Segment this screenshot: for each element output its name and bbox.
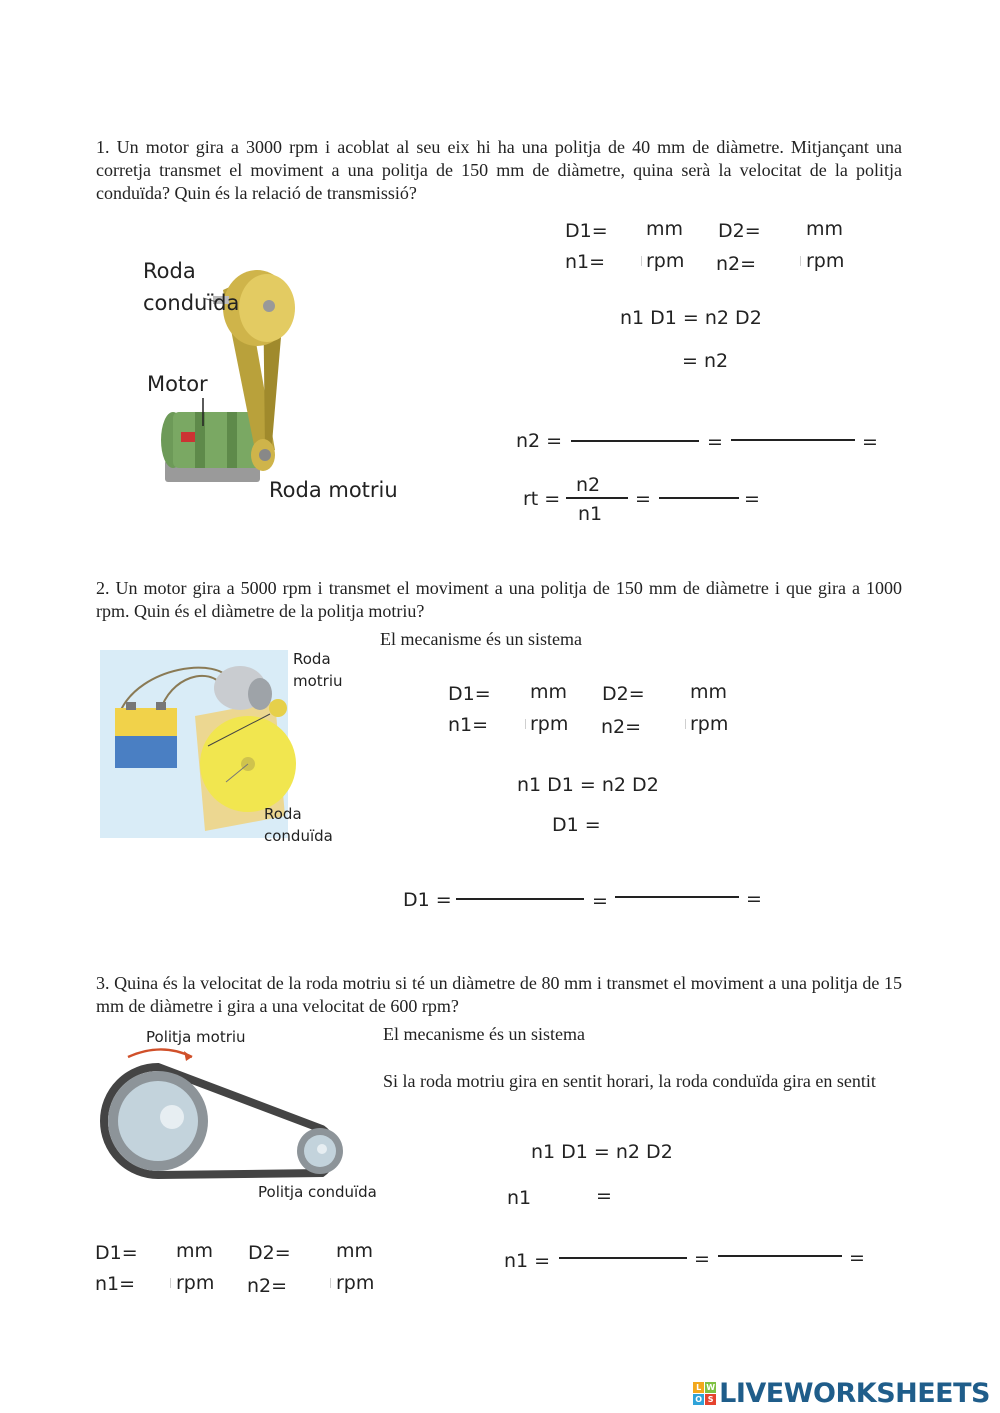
- q1-n1-unit: rpm: [646, 250, 685, 272]
- logo-badge-letter-3: O: [693, 1394, 704, 1405]
- q1-calc-eq-2: =: [862, 431, 878, 453]
- label-motor: Motor: [147, 372, 208, 396]
- q2-formula: n1 D1 = n2 D2: [517, 774, 659, 796]
- q1-n1-label: n1=: [565, 251, 606, 273]
- q3-n2-label: n2=: [247, 1275, 288, 1297]
- q1-n2-label: n2=: [716, 253, 757, 275]
- q3-isolated-eq: =: [596, 1185, 612, 1207]
- label-driver-wheel: Roda motriu: [269, 478, 398, 502]
- logo-text: LIVEWORKSHEETS: [719, 1378, 990, 1409]
- q3-isolated-left: n1: [507, 1187, 532, 1209]
- q3-d1-label: D1=: [95, 1242, 138, 1264]
- q1-n1-input[interactable]: [641, 256, 642, 266]
- q1-n2-calc-label: n2 =: [516, 430, 563, 452]
- question-2-text: 2. Un motor gira a 5000 rpm i transmet el moviment a una politja de 150 mm de diàmetre i que gira a 1000 rpm. Quin és el diàmetre de la politja motriu?: [96, 578, 902, 621]
- q1-formula: n1 D1 = n2 D2: [620, 307, 762, 329]
- label-driver-pulley: Politja motriu: [146, 1028, 246, 1046]
- q2-calc-eq-1: =: [592, 890, 608, 912]
- battery-motor-illustration: [100, 646, 350, 846]
- belt-motor-illustration: [95, 250, 415, 510]
- q1-rt-label: rt =: [523, 488, 561, 510]
- q2-calc-blank-2[interactable]: [615, 896, 739, 898]
- q1-rt-denominator: n1: [578, 503, 603, 525]
- q1-n2-unit: rpm: [806, 250, 845, 272]
- q2-d1-label: D1=: [448, 683, 491, 705]
- question-3-text: 3. Quina és la velocitat de la roda motriu si té un diàmetre de 80 mm i transmet el moviment a una politja de 15 mm de diàmetre i gira a una velocitat de 600 rpm?: [96, 973, 902, 1016]
- pulley-belt-illustration: [100, 1025, 385, 1205]
- q3-direction-sentence: Si la roda motriu gira en sentit horari, la roda conduïda gira en sentit: [383, 1071, 876, 1091]
- q2-n1-unit: rpm: [530, 713, 569, 735]
- q2-n2-label: n2=: [601, 716, 642, 738]
- q2-system-sentence: El mecanisme és un sistema: [380, 629, 582, 649]
- q1-n2-input[interactable]: [800, 256, 801, 266]
- q2-calc-blank-1[interactable]: [456, 898, 584, 900]
- q1-d2-label: D2=: [718, 220, 761, 242]
- label-driven-pulley: Politja conduïda: [258, 1183, 377, 1201]
- q1-d2-unit: mm: [806, 218, 844, 240]
- q2-d1-calc-label: D1 =: [403, 889, 452, 911]
- q1-rt-blank[interactable]: [659, 497, 739, 499]
- q3-n1-input[interactable]: [170, 1278, 171, 1288]
- q3-n2-input[interactable]: [330, 1278, 331, 1288]
- q1-isolated: = n2: [682, 350, 729, 372]
- pulley-belt-drawing: [100, 1025, 385, 1205]
- q3-system-sentence: El mecanisme és un sistema: [383, 1024, 585, 1044]
- q1-calc-blank-1[interactable]: [571, 440, 699, 442]
- q2-d2-label: D2=: [602, 683, 645, 705]
- q3-d2-label: D2=: [248, 1242, 291, 1264]
- q3-n1-unit: rpm: [176, 1272, 215, 1294]
- q1-calc-eq-1: =: [707, 431, 723, 453]
- q2-calc-eq-2: =: [746, 888, 762, 910]
- q3-d1-unit: mm: [176, 1240, 214, 1262]
- q3-n1-calc-label: n1 =: [504, 1250, 551, 1272]
- label-driven-wheel-2: Roda conduïda: [264, 805, 333, 845]
- q1-d1-label: D1=: [565, 220, 608, 242]
- q2-n2-input[interactable]: [685, 719, 686, 729]
- q3-formula: n1 D1 = n2 D2: [531, 1141, 673, 1163]
- q3-n1-label: n1=: [95, 1273, 136, 1295]
- label-driven-wheel: Roda conduïda: [143, 259, 240, 315]
- liveworksheets-logo[interactable]: [693, 1378, 990, 1409]
- q3-calc-blank-2[interactable]: [718, 1255, 842, 1257]
- q3-calc-blank-1[interactable]: [559, 1257, 687, 1259]
- label-driver-wheel-2: Roda motriu: [293, 650, 343, 690]
- q1-d1-unit: mm: [646, 218, 684, 240]
- logo-badge-icon: [693, 1382, 716, 1405]
- q3-d2-unit: mm: [336, 1240, 374, 1262]
- logo-badge-letter-2: W: [706, 1383, 716, 1392]
- q3-calc-eq-2: =: [849, 1247, 865, 1269]
- q3-calc-eq-1: =: [694, 1248, 710, 1270]
- q1-calc-blank-2[interactable]: [731, 439, 855, 441]
- q2-n1-label: n1=: [448, 714, 489, 736]
- logo-badge-letter-4: S: [705, 1394, 716, 1405]
- q2-isolated: D1 =: [552, 814, 601, 836]
- q2-n2-unit: rpm: [690, 713, 729, 735]
- q2-d2-unit: mm: [690, 681, 728, 703]
- q1-rt-eq-2: =: [744, 488, 760, 510]
- logo-badge-letter-1: L: [693, 1382, 704, 1393]
- q1-rt-eq-1: =: [635, 488, 651, 510]
- q2-d1-unit: mm: [530, 681, 568, 703]
- question-1-text: 1. Un motor gira a 3000 rpm i acoblat al seu eix hi ha una politja de 40 mm de diàmetre. Mitjançant una corretja transmet el moviment a una politja de 150 mm de diàmetre, quina serà la velocitat de la politja conduïda? Quin és la relació de transmissió?: [96, 137, 902, 203]
- q1-rt-numerator: n2: [576, 474, 601, 496]
- q2-n1-input[interactable]: [525, 719, 526, 729]
- q1-rt-fraction-bar: [566, 497, 628, 499]
- q3-n2-unit: rpm: [336, 1272, 375, 1294]
